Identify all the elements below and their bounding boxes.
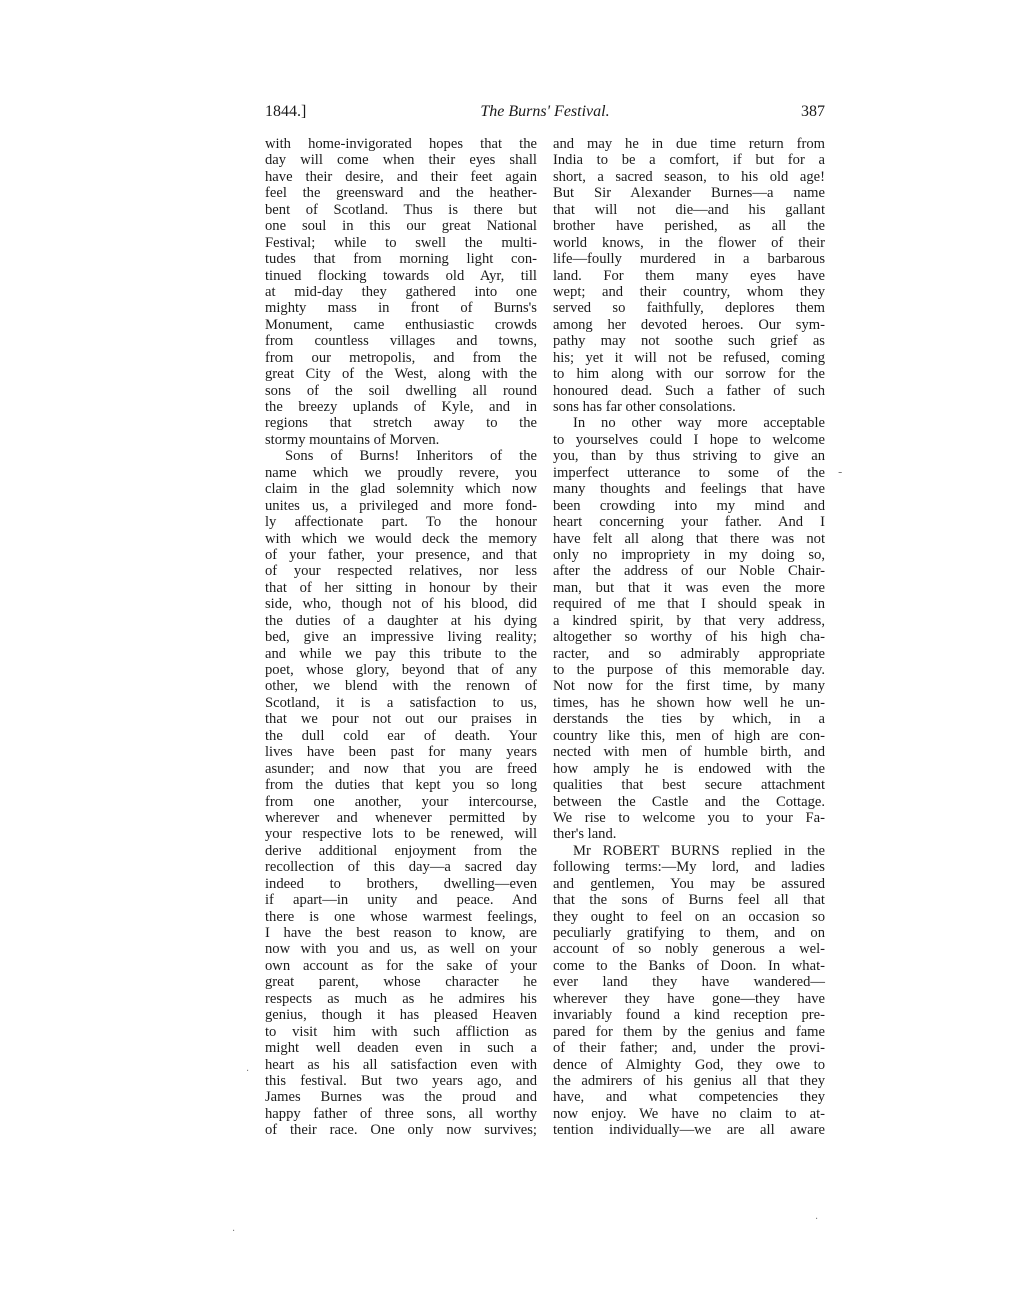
text-line: might well deaden even in such a	[265, 1040, 537, 1057]
text-line: the breezy uplands of Kyle, and in	[265, 399, 537, 415]
text-line: world knows, in the flower of their	[553, 234, 825, 251]
text-line: to him along with our sorrow for the	[553, 366, 825, 383]
text-line: how amply he is endowed with the	[553, 760, 825, 777]
text-line: We rise to welcome you to your Fa-	[553, 809, 825, 826]
text-line: only no impropriety in my doing so,	[553, 546, 825, 563]
right-text-column	[553, 136, 825, 1139]
text-line: with home-invigorated hopes that the	[265, 136, 537, 152]
text-line: name which we proudly revere, you	[265, 464, 537, 481]
text-line: that we pour not out our praises in	[265, 711, 537, 728]
text-line: to yourselves could I hope to welcome	[553, 431, 825, 448]
text-line: Festival; while to swell the multi-	[265, 234, 537, 251]
text-line: served so faithfully, deplores them	[553, 300, 825, 317]
text-line: his; yet it will not be refused, coming	[553, 349, 825, 366]
text-line: genius, though it has pleased Heaven	[265, 1007, 537, 1024]
text-line: indeed to brothers, dwelling—even	[265, 875, 537, 892]
text-line: life—foully murdered in a barbarous	[553, 251, 825, 268]
text-line: pared for them by the genius and fame	[553, 1023, 825, 1040]
text-line: regions that stretch away to the	[265, 415, 537, 432]
text-line: your respective lots to be renewed, will	[265, 826, 537, 843]
text-line: feel the greensward and the heather-	[265, 185, 537, 202]
text-line: wept; and their country, whom they	[553, 283, 825, 300]
text-line: following terms:—My lord, and ladies	[553, 859, 825, 876]
text-line: heart concerning your father. And I	[553, 514, 825, 531]
text-line: this festival. But two years ago, and	[265, 1072, 537, 1089]
running-head	[265, 103, 825, 125]
text-line: times, has he shown how well he un-	[553, 694, 825, 711]
text-line: pathy may not soothe such grief as	[553, 333, 825, 350]
margin-mark: ·	[232, 1226, 236, 1237]
text-line: come to the Banks of Doon. In what-	[553, 957, 825, 974]
text-line: account of so nobly generous a wel-	[553, 941, 825, 958]
text-line: and may he in due time return from	[553, 136, 825, 152]
text-line: if apart—in unity and peace. And	[265, 892, 537, 909]
text-line: ther's land.	[553, 826, 617, 843]
text-line: honoured dead. Such a father of such	[553, 382, 825, 399]
text-line: James Burnes was the proud and	[265, 1089, 537, 1106]
text-line: the dull cold ear of death. Your	[265, 727, 537, 744]
text-line: and gentlemen, You may be assured	[553, 875, 825, 892]
text-line: unites us, a privileged and more fond-	[265, 497, 537, 514]
text-line: racter, and so admirably appropriate	[553, 645, 825, 662]
text-line: man, but that it was even the more	[553, 579, 825, 596]
text-line: altogether so worthy of his high cha-	[553, 629, 825, 646]
text-line: great City of the West, along with the	[265, 366, 537, 383]
text-line: land. For them many eyes have	[553, 267, 825, 284]
year-label: 1844.]	[265, 103, 307, 120]
text-line: of their father; and, under the provi-	[553, 1040, 825, 1057]
margin-mark: ·	[815, 1214, 819, 1225]
text-line: sons has far other consolations.	[553, 399, 736, 415]
text-line: stormy mountains of Morven.	[265, 431, 440, 448]
text-line: wherever and whenever permitted by	[265, 809, 537, 826]
text-line: India to be a comfort, if but for a	[553, 152, 825, 169]
text-line: I have the best reason to know, are	[265, 925, 537, 941]
text-line: respects as much as he admires his	[265, 990, 537, 1007]
text-line: In no other way more acceptable	[573, 415, 825, 432]
text-line: ever land they have wandered—	[553, 974, 825, 991]
text-line: between the Castle and the Cottage.	[553, 793, 825, 810]
text-line: great parent, whose character he	[265, 974, 537, 991]
text-line: bent of Scotland. Thus is there but	[265, 201, 537, 218]
text-line: have their desire, and their feet again	[265, 168, 537, 185]
text-line: Monument, came enthusiastic crowds	[265, 316, 537, 333]
text-line: from the duties that kept you so long	[265, 777, 537, 794]
text-line: now enjoy. We have no claim to at-	[553, 1105, 825, 1122]
text-line: after the address of our Noble Chair-	[553, 563, 825, 580]
text-line: you, than by thus striving to give an	[553, 448, 825, 465]
text-line: required of me that I should speak in	[553, 596, 825, 613]
text-line: claim in the glad solemnity which now	[265, 481, 537, 498]
text-line: bed, give an impressive living reality;	[265, 629, 537, 646]
text-line: country like this, men of high are con-	[553, 727, 825, 744]
text-line: derstands the ties by which, in a	[553, 711, 825, 728]
text-line: own account as for the sake of your	[265, 957, 537, 974]
text-line: short, a sacred season, to his old age!	[553, 168, 825, 185]
text-line: there is one whose warmest feelings,	[265, 908, 537, 925]
text-line: derive additional enjoyment from the	[265, 842, 537, 859]
text-line: heart as his all satisfaction even with	[265, 1056, 537, 1073]
text-line: dence of Almighty God, they owe to	[553, 1056, 825, 1073]
text-line: the duties of a daughter at his dying	[265, 612, 537, 629]
text-line: recollection of this day—a sacred day	[265, 859, 537, 876]
text-line: tention individually—we are all aware	[553, 1122, 825, 1139]
text-line: that the sons of Burns feel all that	[553, 892, 825, 909]
text-line: invariably found a kind reception pre-	[553, 1007, 825, 1024]
page-number: 387	[801, 103, 825, 120]
text-line: that will not die—and his gallant	[553, 201, 825, 218]
text-line: have, and what competencies they	[553, 1089, 825, 1106]
text-line: Sons of Burns! Inheritors of the	[285, 448, 537, 465]
text-line: with which we would deck the memory	[265, 530, 537, 547]
text-line: tinued flocking towards old Ayr, till	[265, 267, 537, 284]
text-line: Mr ROBERT BURNS replied in the	[573, 842, 825, 859]
text-line: imperfect utterance to some of the	[553, 464, 825, 481]
text-line: to visit him with such affliction as	[265, 1023, 537, 1040]
text-line: the admirers of his genius all that they	[553, 1072, 825, 1089]
text-line: brother have perished, as all the	[553, 218, 825, 235]
text-line: to the purpose of this memorable day.	[553, 662, 825, 678]
text-line: they ought to feel on an occasion so	[553, 908, 825, 925]
text-line: happy father of three sons, all worthy	[265, 1105, 537, 1122]
text-line: a kindred spirit, by that very address,	[553, 612, 825, 629]
text-line: ly affectionate part. To the honour	[265, 514, 537, 531]
text-line: now with you and us, as well on your	[265, 941, 537, 958]
text-line: one soul in this our great National	[265, 218, 537, 235]
margin-mark: -	[838, 465, 843, 479]
text-line: But Sir Alexander Burnes—a name	[553, 185, 825, 202]
text-line: tudes that from morning light con-	[265, 251, 537, 268]
text-line: from our metropolis, and from the	[265, 349, 537, 366]
text-line: among her devoted heroes. Our sym-	[553, 316, 825, 333]
text-line: have felt all along that there was not	[553, 530, 825, 547]
text-line: mighty mass in front of Burns's	[265, 300, 537, 317]
text-line: and while we pay this tribute to the	[265, 645, 537, 662]
text-line: side, who, though not of his blood, did	[265, 596, 537, 613]
text-line: sons of the soil dwelling all round	[265, 382, 537, 399]
text-line: many thoughts and feelings that have	[553, 481, 825, 498]
text-line: of your respected relatives, nor less	[265, 563, 537, 580]
text-line: other, we blend with the renown of	[265, 678, 537, 695]
text-line: from one another, your intercourse,	[265, 793, 537, 810]
text-line: at mid-day they gathered into one	[265, 283, 537, 300]
text-line: day will come when their eyes shall	[265, 152, 537, 169]
text-line: asunder; and now that you are freed	[265, 760, 537, 777]
text-line: peculiarly gratifying to them, and on	[553, 925, 825, 941]
text-line: poet, whose glory, beyond that of any	[265, 662, 537, 678]
text-line: been crowding into my mind and	[553, 497, 825, 514]
text-line: of your father, your presence, and that	[265, 546, 537, 563]
text-line: wherever they have gone—they have	[553, 990, 825, 1007]
text-line: that of her sitting in honour by their	[265, 579, 537, 596]
page-title: The Burns' Festival.	[480, 103, 610, 120]
text-line: qualities that best secure attachment	[553, 777, 825, 794]
text-line: nected with men of humble birth, and	[553, 744, 825, 761]
text-line: of their race. One only now survives;	[265, 1122, 537, 1139]
text-line: from countless villages and towns,	[265, 333, 537, 350]
text-line: lives have been past for many years	[265, 744, 537, 761]
text-line: Not now for the first time, by many	[553, 678, 825, 695]
text-line: Scotland, it is a satisfaction to us,	[265, 694, 537, 711]
margin-mark: ·	[246, 1066, 250, 1077]
left-text-column	[265, 136, 537, 1139]
